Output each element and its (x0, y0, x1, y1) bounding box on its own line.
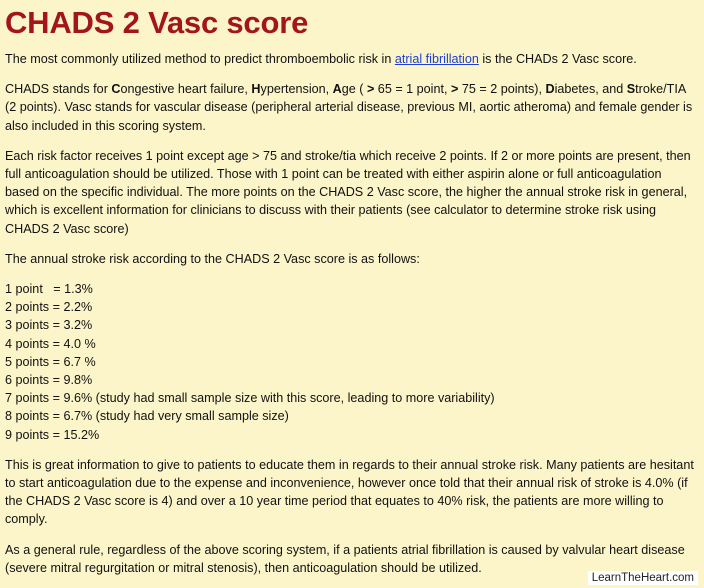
chads-text: ypertension, (260, 82, 333, 97)
list-item: 2 points = 2.2% (5, 300, 93, 315)
list-item: 1 point = 1.3% (5, 282, 93, 297)
list-item: 4 points = 4.0 % (5, 336, 96, 351)
chads-gt-symbol: > (366, 82, 375, 97)
chads-letter-d: D (545, 82, 555, 97)
annual-risk-intro: The annual stroke risk according to the CHADS 2 Vasc score is as follows: (5, 251, 420, 266)
chads-text: 75 = 2 points), (458, 82, 546, 97)
list-item: 8 points = 6.7% (study had very small sample size) (5, 409, 289, 424)
list-item: 5 points = 6.7 % (5, 354, 96, 369)
chads-definition-paragraph (5, 80, 696, 135)
chads-text: troke/TIA (2 points). Vasc stands for vascular disease (peripheral arterial disease, previous MI, aortic atheroma) and female gender is also included in this scoring system. (5, 82, 693, 133)
intro-text-before: The most commonly utilized method to predict thromboembolic risk in (5, 52, 395, 66)
list-item: 9 points = 15.2% (5, 427, 100, 442)
points-paragraph: Each risk factor receives 1 point except age > 75 and stroke/tia which receive 2 points. If 2 or more points are present, then full anticoagulation should be utilized. Those with 1 point can be treated with either aspirin alone or full anticoagulation based on the specific individual. The more points on the CHADS 2 Vasc score, the higher the annual stroke risk in general, which is excellent information for clinicians to discuss with their patients (see calculator to determine stroke risk using CHADS 2 Vasc score) (5, 148, 691, 236)
chads-text: iabetes, and (554, 82, 627, 97)
chads-text: 65 = 1 point, (374, 82, 451, 97)
risk-list (5, 280, 696, 444)
intro-paragraph (5, 50, 696, 68)
list-item: 6 points = 9.8% (5, 373, 93, 388)
page-title: CHADS 2 Vasc score (5, 5, 309, 40)
education-paragraph: This is great information to give to patients to educate them in regards to their annual stroke risk. Many patients are hesitant to start anticoagulation due to the expense and inconvenience, however once told that their annual risk of stroke is 4.0% (if the CHADS 2 Vasc score is 4) and over a 10 year time period that equates to 40% risk, the patients are more willing to comply. (5, 457, 694, 527)
chads-letter-s: S (626, 82, 636, 97)
chads-text: ongestive heart failure, (120, 82, 252, 97)
site-watermark: LearnTheHeart.com (588, 571, 698, 585)
list-item: 3 points = 3.2% (5, 318, 93, 333)
chads-text: CHADS stands for (5, 82, 112, 97)
chads-letter-a: A (332, 82, 342, 97)
list-item: 7 points = 9.6% (study had small sample size with this score, leading to more variability) (5, 391, 495, 406)
general-rule-paragraph: As a general rule, regardless of the above scoring system, if a patients atrial fibrillation is caused by valvular heart disease (severe mitral regurgitation or mitral stenosis), then anticoagulation should be utilized. (5, 542, 685, 575)
chads-letter-h: H (251, 82, 261, 97)
atrial-fibrillation-link[interactable]: atrial fibrillation (394, 52, 479, 66)
intro-text-after: is the CHADs 2 Vasc score. (478, 52, 637, 66)
chads-letter-c: C (111, 82, 121, 97)
chads-gt-symbol: > (450, 82, 459, 97)
chads-text: ge ( (341, 82, 367, 97)
